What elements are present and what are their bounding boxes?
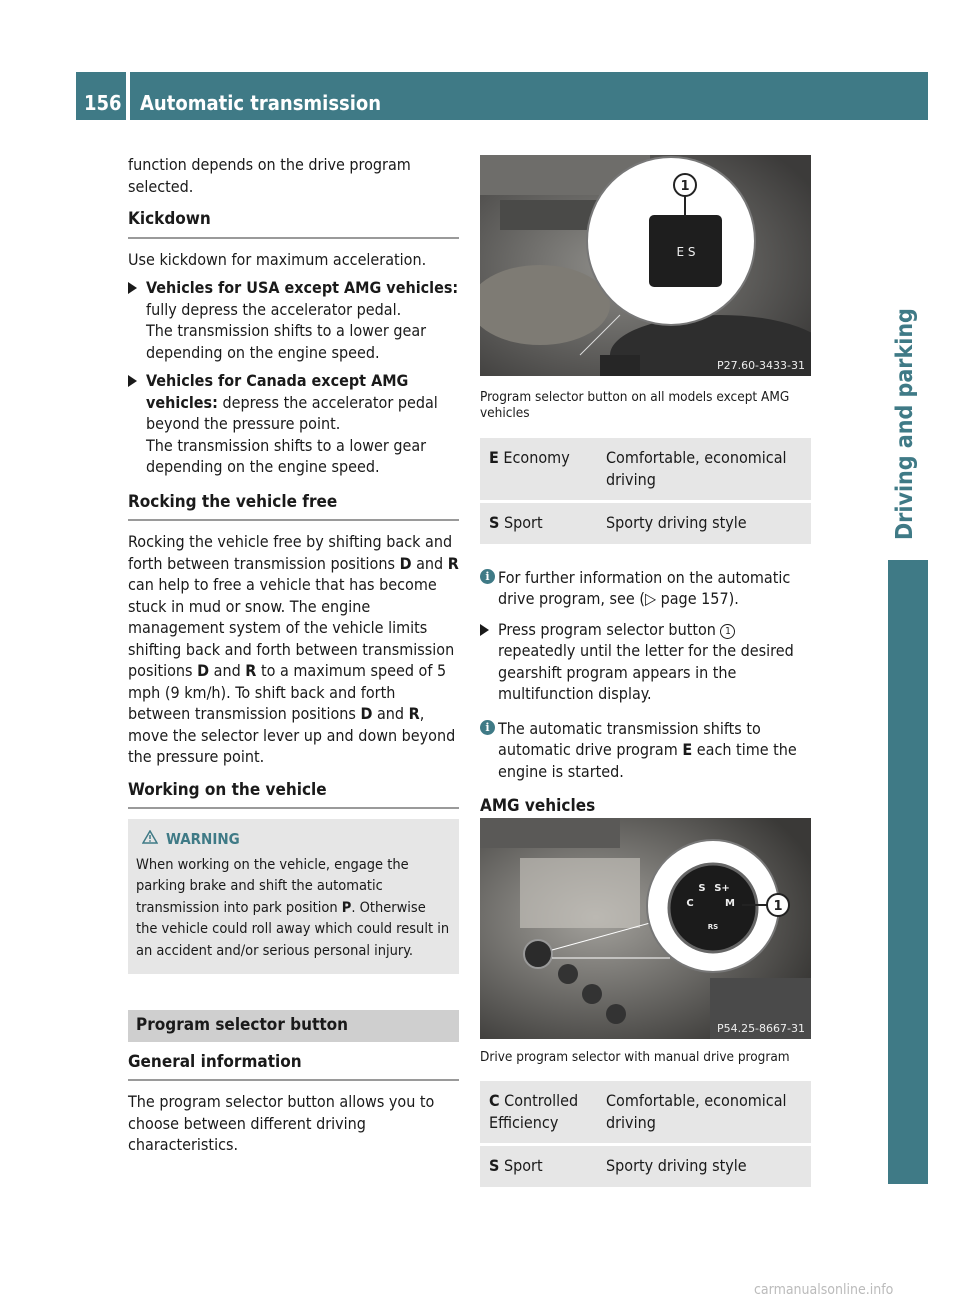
photo-id: P27.60-3433-31 (716, 359, 805, 372)
rocking-heading: Rocking the vehicle free (128, 492, 459, 522)
press-button-step: Press program selector button 1 repeatedly until the letter for the desired gearshift program appears in the multifunction display. (480, 619, 811, 705)
warning-triangle-icon (142, 830, 158, 844)
side-tab-bar (888, 560, 928, 1184)
svg-text:S+: S+ (714, 883, 730, 894)
usa-label: Vehicles for USA except AMG vehicles: (146, 278, 459, 297)
chapter-header (130, 72, 888, 120)
svg-text:M: M (725, 898, 735, 909)
amg-selector-photo (480, 818, 811, 1039)
program-table-2 (480, 1081, 811, 1190)
table-row: C Controlled Efficiency Comfortable, economical driving (480, 1081, 811, 1145)
usa-text: fully depress the accelerator pedal. (146, 299, 402, 319)
program-section-heading: Program selector button (128, 1010, 459, 1042)
footer-watermark: carmanualsonline.info (754, 1282, 894, 1298)
svg-text:RS: RS (707, 923, 719, 931)
caption-1: Program selector button on all models except AMG vehicles (480, 389, 790, 421)
svg-text:C: C (686, 898, 694, 909)
svg-text:S: S (698, 883, 706, 894)
usa-result: The transmission shifts to a lower gear depending on the engine speed. (146, 321, 427, 362)
amg-heading: AMG vehicles (480, 796, 811, 826)
intro-text: function depends on the drive program selected. (128, 155, 411, 196)
kickdown-heading: Kickdown (128, 209, 459, 239)
left-column (128, 154, 459, 1156)
chapter-title: Automatic transmission (140, 91, 382, 115)
button-label: E S (676, 245, 696, 259)
canada-text: depress the accelerator pedal beyond the pressure point. (146, 392, 438, 433)
page-number-box (76, 72, 126, 120)
warning-title: WARNING (136, 829, 451, 851)
callout-1: 1 (680, 179, 690, 194)
canada-label: Vehicles for Canada except AMG vehicles: (146, 371, 409, 412)
info-note-2: i The automatic transmission shifts to automatic drive program E each time the engine is started. (480, 718, 811, 783)
info-icon: i (480, 569, 495, 584)
rocking-text: Rocking the vehicle free by shifting back and forth between transmission positions D and R can help to free a vehicle that has become stuck in mud or snow. The engine management system of the vehicle limits shifting back and forth between transmission positions D and R to a maximum speed of 5 mph (9 km/h). To shift back and forth between transmission positions D and R, move the selector lever up and down beyond the pressure point. (128, 532, 459, 766)
amg-selector-illustration (480, 818, 811, 1039)
warning-box (128, 819, 459, 974)
right-column-lower (480, 1049, 811, 1190)
info-icon: i (480, 720, 495, 735)
table-row: S Sport Sporty driving style (480, 502, 811, 546)
page-reference[interactable]: page 157 (660, 589, 729, 608)
table-row: S Sport Sporty driving style (480, 1145, 811, 1189)
side-tab-top (888, 72, 928, 120)
kickdown-lead: Use kickdown for maximum acceleration. (128, 249, 427, 269)
kickdown-usa-step (128, 277, 459, 363)
warning-text: When working on the vehicle, engage the parking brake and shift the automatic transmission into park position P. Otherwise the vehicle could roll away which could result in an accident and/or serious personal injury. (136, 856, 450, 959)
caption-2: Drive program selector with manual drive program (480, 1049, 790, 1065)
page-ref-arrow-icon: ▷ (644, 589, 661, 608)
working-heading: Working on the vehicle (128, 780, 459, 810)
program-button-illustration (480, 155, 811, 376)
program-text: The program selector button allows you to choose between different driving characteristics. (128, 1092, 435, 1154)
page-number: 156 (84, 91, 122, 115)
general-info-heading: General information (128, 1052, 459, 1082)
side-section-label: Driving and parking (892, 308, 918, 540)
info-note-1: i For further information on the automatic drive program, see (▷ page 157). (480, 567, 811, 610)
step-arrow-icon (128, 375, 137, 387)
photo-id: P54.25-8667-31 (716, 1022, 805, 1035)
table-row: E Economy Comfortable, economical driving (480, 438, 811, 502)
program-table-1 (480, 438, 811, 547)
callout-1: 1 (773, 899, 783, 914)
step-arrow-icon (480, 624, 489, 636)
right-column (480, 389, 811, 826)
step-arrow-icon (128, 282, 137, 294)
callout-ref: 1 (720, 624, 735, 639)
canada-result: The transmission shifts to a lower gear depending on the engine speed. (146, 435, 427, 476)
kickdown-canada-step (128, 370, 459, 478)
program-button-photo (480, 155, 811, 376)
